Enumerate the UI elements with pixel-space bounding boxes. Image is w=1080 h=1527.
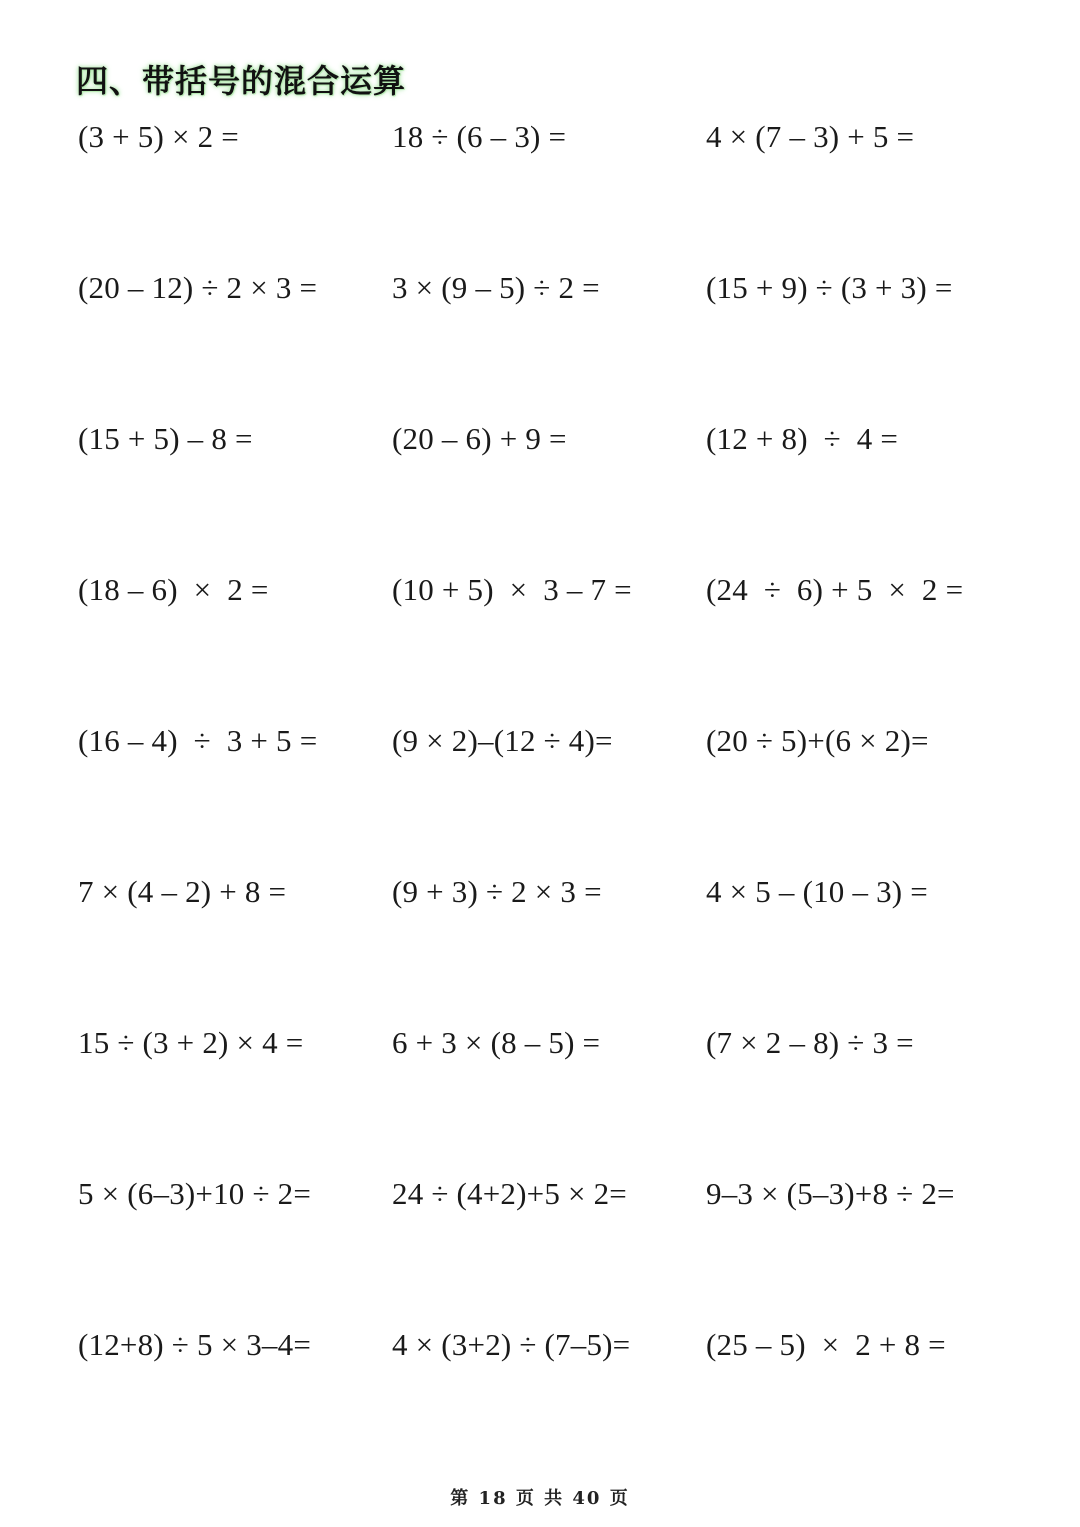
problem-item: 3 × (9 – 5) ÷ 2 = [392, 270, 600, 305]
problem-item: (12 + 8) ÷ 4 = [706, 421, 899, 456]
problem-item: (15 + 5) – 8 = [78, 421, 253, 456]
problem-item: 5 × (6–3)+10 ÷ 2= [78, 1176, 312, 1211]
page-title: 四、带括号的混合运算 [76, 62, 407, 100]
problem-item: (18 – 6) × 2 = [78, 572, 269, 607]
problem-item: 4 × 5 – (10 – 3) = [706, 874, 928, 909]
problem-item: (15 + 9) ÷ (3 + 3) = [706, 270, 953, 305]
problem-item: 9–3 × (5–3)+8 ÷ 2= [706, 1176, 955, 1211]
problem-item: (20 – 12) ÷ 2 × 3 = [78, 270, 318, 305]
problem-item: 6 + 3 × (8 – 5) = [392, 1025, 601, 1060]
problem-item: (20 – 6) + 9 = [392, 421, 567, 456]
problem-item: 4 × (3+2) ÷ (7–5)= [392, 1327, 631, 1362]
problem-item: (9 × 2)–(12 ÷ 4)= [392, 723, 613, 758]
problem-item: 24 ÷ (4+2)+5 × 2= [392, 1176, 627, 1211]
problem-grid [78, 115, 1038, 1474]
problem-item: (10 + 5) × 3 – 7 = [392, 572, 632, 607]
problem-item: (16 – 4) ÷ 3 + 5 = [78, 723, 318, 758]
problem-item: 15 ÷ (3 + 2) × 4 = [78, 1025, 304, 1060]
problem-item: 18 ÷ (6 – 3) = [392, 119, 567, 154]
problem-item: (7 × 2 – 8) ÷ 3 = [706, 1025, 914, 1060]
problem-item: (12+8) ÷ 5 × 3–4= [78, 1327, 312, 1362]
problem-item: 4 × (7 – 3) + 5 = [706, 119, 915, 154]
problem-item: 7 × (4 – 2) + 8 = [78, 874, 287, 909]
problem-item: (3 + 5) × 2 = [78, 119, 239, 154]
problem-item: (24 ÷ 6) + 5 × 2 = [706, 572, 964, 607]
problem-item: (9 + 3) ÷ 2 × 3 = [392, 874, 602, 909]
problem-item: (20 ÷ 5)+(6 × 2)= [706, 723, 929, 758]
page-number-footer: 第 18 页 共 40 页 [450, 1488, 630, 1509]
problem-item: (25 – 5) × 2 + 8 = [706, 1327, 946, 1362]
